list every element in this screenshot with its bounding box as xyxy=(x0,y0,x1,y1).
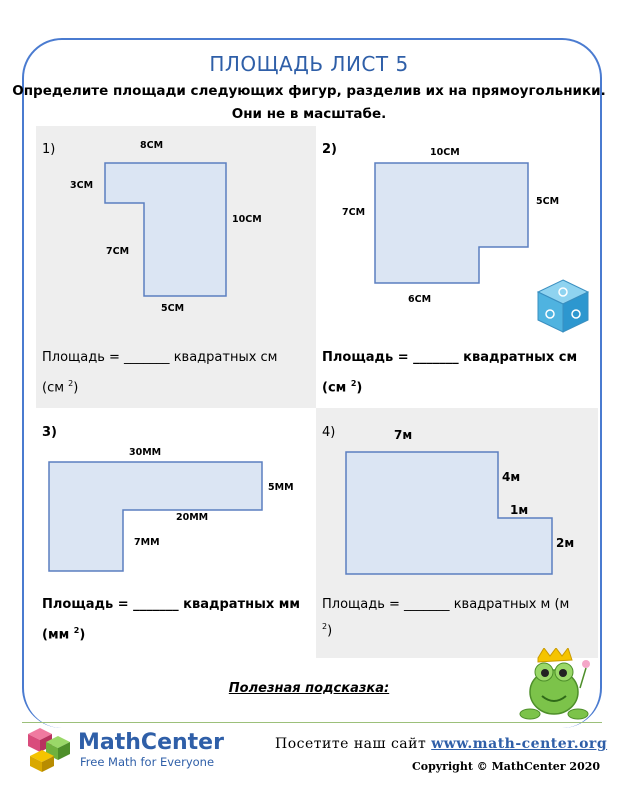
page-title: ПЛОЩАДЬ ЛИСТ 5 xyxy=(209,52,409,76)
problem-2-answer-unit: (см xyxy=(322,380,351,396)
problem-4-answer-line-1: Площадь = _______ квадратных м (м xyxy=(322,597,570,612)
problem-2-dim-right: 5CM xyxy=(536,196,560,207)
problem-2-dim-bottom: 6CM xyxy=(408,294,432,305)
problem-2-dim-left: 7CM xyxy=(342,207,366,218)
problem-1-dim-top: 8CM xyxy=(140,140,164,151)
problem-1-answer-sup: 2 xyxy=(68,379,74,388)
problem-4-dim-right-upper: 4м xyxy=(502,470,521,484)
logo-name: MathCenter xyxy=(78,730,224,755)
footer-divider xyxy=(22,722,602,723)
problem-2-dim-top: 10CM xyxy=(430,147,460,158)
problem-2-answer-sup: 2 xyxy=(350,379,357,388)
problem-1-number: 1) xyxy=(42,142,56,157)
problem-3-dim-right: 5MM xyxy=(268,482,294,493)
problem-1-dim-bottom: 5CM xyxy=(161,303,185,314)
problem-4-panel xyxy=(316,408,598,658)
problem-2-answer-line-1: Площадь = _______ квадратных см xyxy=(322,350,578,365)
instruction-line-2: Они не в масштабе. xyxy=(231,106,387,122)
problem-4-answer-sup: 2 xyxy=(322,622,328,631)
problem-4-dim-top: 7м xyxy=(394,428,413,442)
problem-3-answer xyxy=(42,595,314,645)
problem-1-answer-close: ) xyxy=(73,380,79,396)
visit-line xyxy=(275,736,607,752)
problem-3-answer-line-1: Площадь = _______ квадратных мм xyxy=(42,597,301,612)
problem-1-dim-right: 10CM xyxy=(232,214,262,225)
hint-label: Полезная подсказка: xyxy=(228,681,390,696)
visit-text: Посетите наш сайт xyxy=(275,736,427,752)
mathcenter-logo-icon xyxy=(26,726,74,772)
problem-1-answer-line-1: Площадь = _______ квадратных см xyxy=(42,350,278,365)
problem-4-dim-step: 1м xyxy=(510,503,529,517)
problem-2-answer-close: ) xyxy=(356,380,363,396)
copyright: Copyright © MathCenter 2020 xyxy=(412,760,601,773)
problem-3-dim-top: 30MM xyxy=(129,447,162,458)
problem-4-dim-right-lower: 2м xyxy=(556,536,575,550)
problem-2-answer xyxy=(322,348,598,398)
problem-3-dim-inner-horizontal: 20MM xyxy=(176,512,209,523)
dice-icon xyxy=(536,278,590,334)
problem-3-answer-unit: (мм xyxy=(42,627,74,643)
problem-3-answer-sup: 2 xyxy=(73,626,80,635)
problem-3-dim-inner-vertical: 7MM xyxy=(134,537,160,548)
problem-3-number: 3) xyxy=(42,425,57,440)
problem-4-answer xyxy=(322,595,594,641)
problem-1-dim-left: 3CM xyxy=(70,180,94,191)
problem-2-panel xyxy=(316,126,598,408)
problem-3-panel xyxy=(36,408,316,658)
problem-1-panel xyxy=(36,126,316,408)
problem-3-answer-close: ) xyxy=(79,627,86,643)
problem-1-answer-unit: (см xyxy=(42,380,69,396)
site-link[interactable]: www.math-center.org xyxy=(431,736,608,752)
problem-4-number: 4) xyxy=(322,425,336,440)
problem-4-answer-close: ) xyxy=(327,623,333,639)
problem-2-number: 2) xyxy=(322,142,337,157)
instruction-line-1: Определите площади следующих фигур, разделив их на прямоугольники. xyxy=(12,83,606,99)
logo-tagline: Free Math for Everyone xyxy=(80,755,215,769)
problem-1-dim-inner-vertical: 7CM xyxy=(106,246,130,257)
problem-1-answer xyxy=(42,348,314,398)
